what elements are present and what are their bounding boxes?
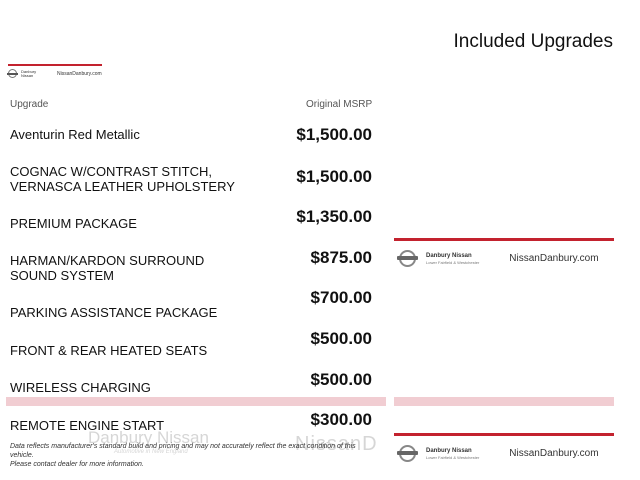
- nissan-logo-icon: [399, 250, 416, 267]
- banner-dealer-url: NissanDanbury.com: [509, 253, 599, 264]
- column-header-msrp: Original MSRP: [306, 99, 373, 110]
- upgrade-price: $875.00: [310, 248, 372, 267]
- disclaimer-line: Data reflects manufacturer's standard build and pricing and may not accurately reflect the exact condition of this vehicle.: [10, 443, 356, 459]
- upgrade-price: $500.00: [310, 370, 372, 389]
- footer-strip: [394, 397, 614, 406]
- footer-strip: [6, 397, 386, 406]
- column-header-upgrade: Upgrade: [10, 99, 49, 110]
- upgrade-price: $1,500.00: [296, 167, 372, 186]
- upgrade-name: Aventurin Red Metallic: [10, 127, 140, 142]
- banner-accent-bar: [394, 433, 614, 436]
- banner-dealer-url: NissanDanbury.com: [509, 448, 599, 459]
- banner-dealer-name: Danbury Nissan: [426, 447, 472, 454]
- mini-dealer-header: [8, 64, 102, 78]
- mini-dealer-name: Danbury Nissan: [21, 68, 37, 78]
- upgrade-price: $500.00: [310, 329, 372, 348]
- upgrade-price: $1,350.00: [296, 207, 372, 226]
- header-accent-bar: [8, 64, 102, 66]
- upgrade-name: WIRELESS CHARGING: [10, 380, 151, 395]
- upgrade-name: REMOTE ENGINE START: [10, 418, 165, 433]
- dealer-banner: [394, 238, 614, 267]
- upgrade-price: $1,500.00: [296, 125, 372, 144]
- disclaimer: [10, 442, 380, 469]
- upgrade-name: PARKING ASSISTANCE PACKAGE: [10, 305, 218, 320]
- upgrade-price: $700.00: [310, 288, 372, 307]
- upgrade-name: HARMAN/KARDON SURROUND SOUND SYSTEM: [10, 253, 205, 283]
- upgrade-price: $300.00: [310, 410, 372, 429]
- dealer-banner: [394, 433, 614, 462]
- nissan-logo-icon: [8, 69, 17, 78]
- watermark-tagline: Automotive in New England: [114, 449, 188, 455]
- banner-dealer-name: Danbury Nissan: [426, 252, 472, 259]
- watermark-url: NissanD: [295, 433, 378, 455]
- mini-dealer-url: NissanDanbury.com: [57, 70, 102, 77]
- upgrade-name: FRONT & REAR HEATED SEATS: [10, 343, 208, 358]
- banner-tagline: Lower Fairfield & Westchester: [426, 454, 480, 460]
- upgrade-name: COGNAC W/CONTRAST STITCH, VERNASCA LEATHER UPHOLSTERY: [10, 164, 235, 194]
- watermark-dealer-name: Danbury Nissan: [88, 428, 209, 447]
- page-title: Included Upgrades: [453, 31, 613, 52]
- banner-tagline: Lower Fairfield & Westchester: [426, 259, 480, 265]
- upgrade-name: PREMIUM PACKAGE: [10, 216, 137, 231]
- nissan-logo-icon: [399, 445, 416, 462]
- disclaimer-line: Please contact dealer for more information.: [10, 461, 144, 468]
- banner-accent-bar: [394, 238, 614, 241]
